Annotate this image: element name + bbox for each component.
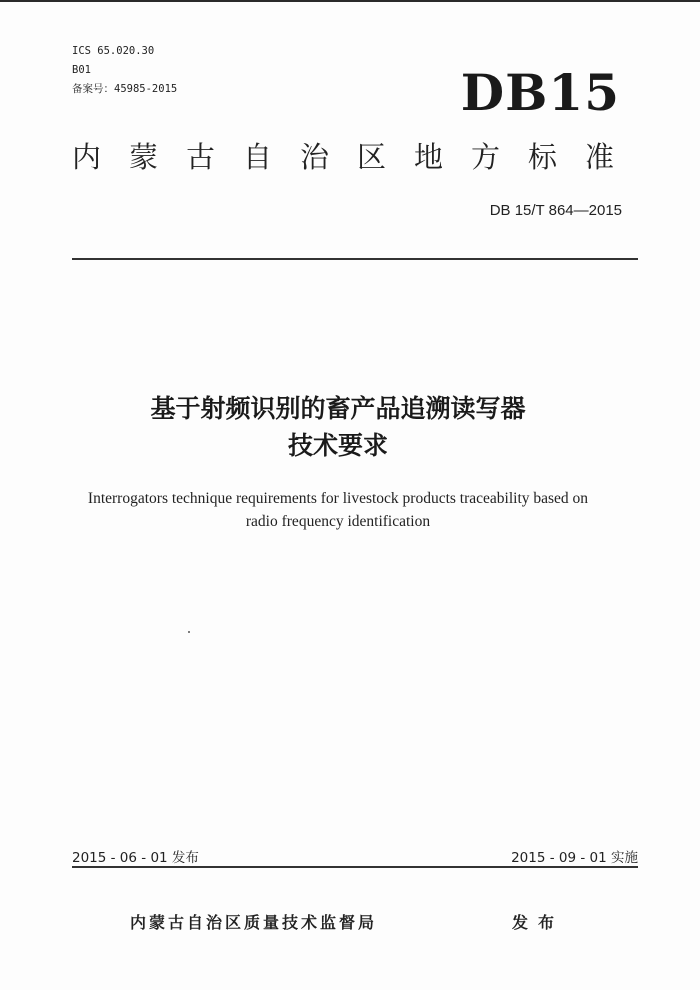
- title-english-line1: Interrogators technique requirements for livestock products traceability based on: [87, 490, 589, 507]
- effective-date: 2015 - 09 - 01 实施: [511, 850, 638, 866]
- top-edge-line: [0, 0, 700, 2]
- ics-code: ICS 65.020.30: [72, 45, 155, 57]
- db-code: DB15: [460, 63, 620, 122]
- bottom-divider: [72, 866, 638, 868]
- standard-type: 内蒙古自治区地方标准: [72, 140, 643, 174]
- classification-block: [72, 42, 177, 99]
- ccs-code: B01: [72, 64, 91, 76]
- standard-number: DB 15/T 864—2015: [489, 202, 622, 219]
- title-english-line2: radio frequency identification: [245, 513, 431, 530]
- top-divider: [72, 258, 638, 260]
- title-chinese-line2: 技术要求: [287, 431, 388, 460]
- title-chinese-line1: 基于射频识别的畜产品追溯读写器: [150, 394, 526, 423]
- record-number: 备案号：45985-2015: [72, 83, 178, 95]
- scan-speck: [188, 631, 190, 633]
- release-date: 2015 - 06 - 01 发布: [72, 850, 199, 866]
- publisher-name: 内蒙古自治区质量技术监督局: [130, 913, 378, 932]
- publish-label: 发布: [512, 913, 565, 932]
